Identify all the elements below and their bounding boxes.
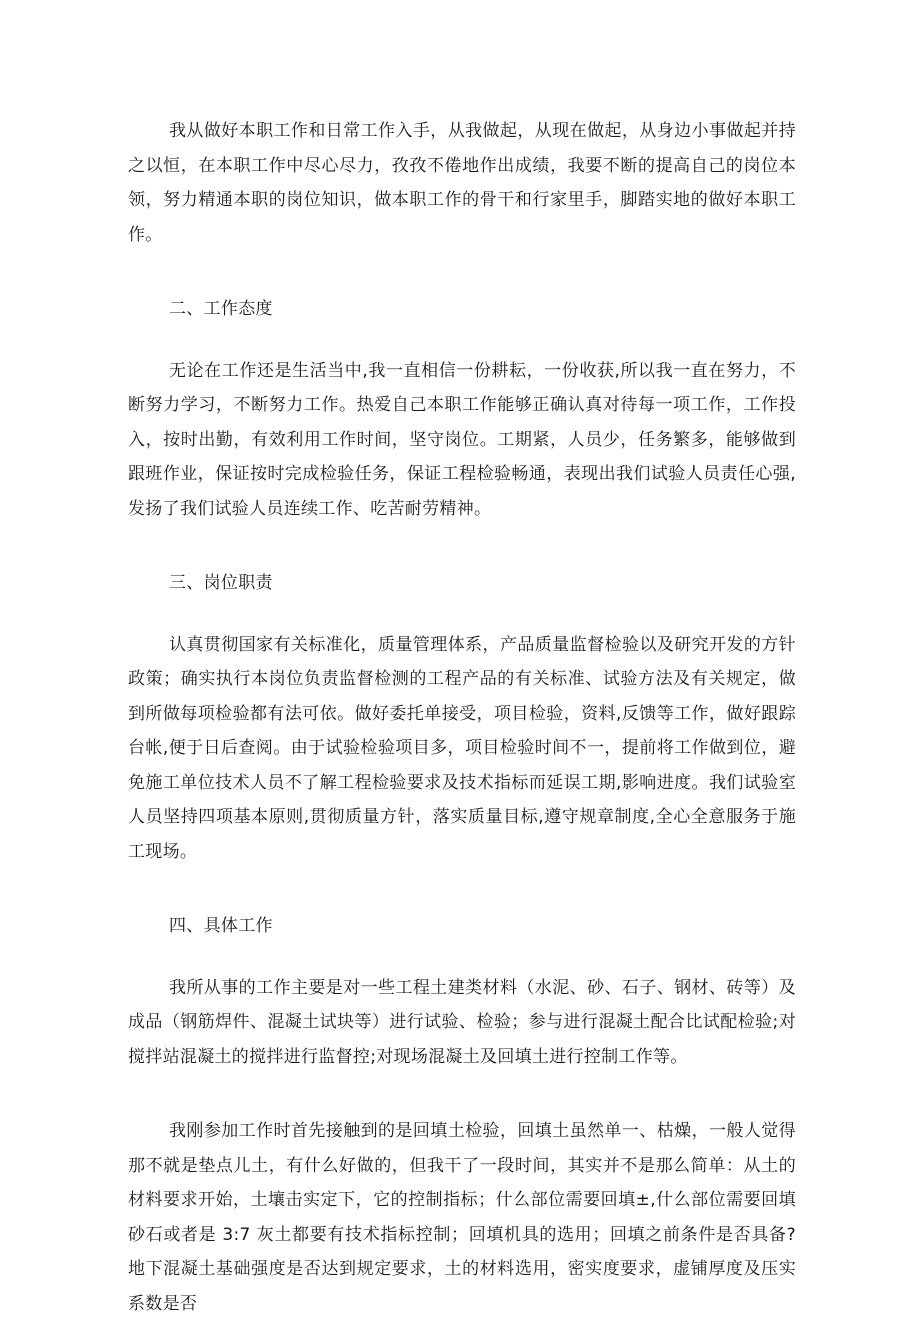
paragraph-backfill-inspection: 我刚参加工作时首先接触到的是回填土检验，回填土虽然单一、枯燥，一般人觉得那不就是垫点儿土，有什么好做的，但我干了一段时间，其实并不是那么简单：从土的材料要求开始，土壤击实定下，它的控制指标；什么部位需要回填±,什么部位需要回填砂石或者是 3:7 灰土都要有技术指标控制；回填机具的选用；回填之前条件是否具备?地下混凝土基础强度是否达到规定要求，土的材料选用，密实度要求，虚铺厚度及压实系数是否 (128, 1121, 796, 1314)
heading-work-attitude: 二、工作态度 (169, 299, 273, 319)
paragraph-specific-work: 我所从事的工作主要是对一些工程土建类材料（水泥、砂、石子、钢材、砖等）及成品（钢筋焊件、混凝土试块等）进行试验、检验；参与进行混凝土配合比试配检验;对搅拌站混凝土的搅拌进行监督控;对现场混凝土及回填土进行控制工作等。 (128, 977, 796, 1067)
paragraph-job-responsibilities: 认真贯彻国家有关标准化，质量管理体系，产品质量监督检验以及研究开发的方针政策；确实执行本岗位负责监督检测的工程产品的有关标准、试验方法及有关规定，做到所做每项检验都有法可依。做好委托单接受，项目检验，资料,反馈等工作，做好跟踪台帐,便于日后查阅。由于试验检验项目多，项目检验时间不一，提前将工作做到位，避免施工单位技术人员不了解工程检验要求及技术指标而延误工期,影响进度。我们试验室人员坚持四项基本原则,贯彻质量方针，落实质量目标,遵守规章制度,全心全意服务于施工现场。 (128, 634, 796, 862)
heading-job-responsibilities: 三、岗位职责 (169, 573, 273, 593)
paragraph-duties-intro: 我从做好本职工作和日常工作入手，从我做起，从现在做起，从身边小事做起并持之以恒，在本职工作中尽心尽力，孜孜不倦地作出成绩，我要不断的提高自己的岗位本领，努力精通本职的岗位知识，做本职工作的骨干和行家里手，脚踏实地的做好本职工作。 (128, 121, 796, 245)
paragraph-work-attitude: 无论在工作还是生活当中,我一直相信一份耕耘，一份收获,所以我一直在努力，不断努力学习，不断努力工作。热爱自己本职工作能够正确认真对待每一项工作，工作投入，按时出勤，有效利用工作时间，坚守岗位。工期紧，人员少，任务繁多，能够做到跟班作业，保证按时完成检验任务，保证工程检验畅通，表现出我们试验人员责任心强,发扬了我们试验人员连续工作、吃苦耐劳精神。 (128, 360, 796, 519)
heading-specific-work: 四、具体工作 (169, 916, 273, 936)
document-body (128, 114, 796, 1321)
